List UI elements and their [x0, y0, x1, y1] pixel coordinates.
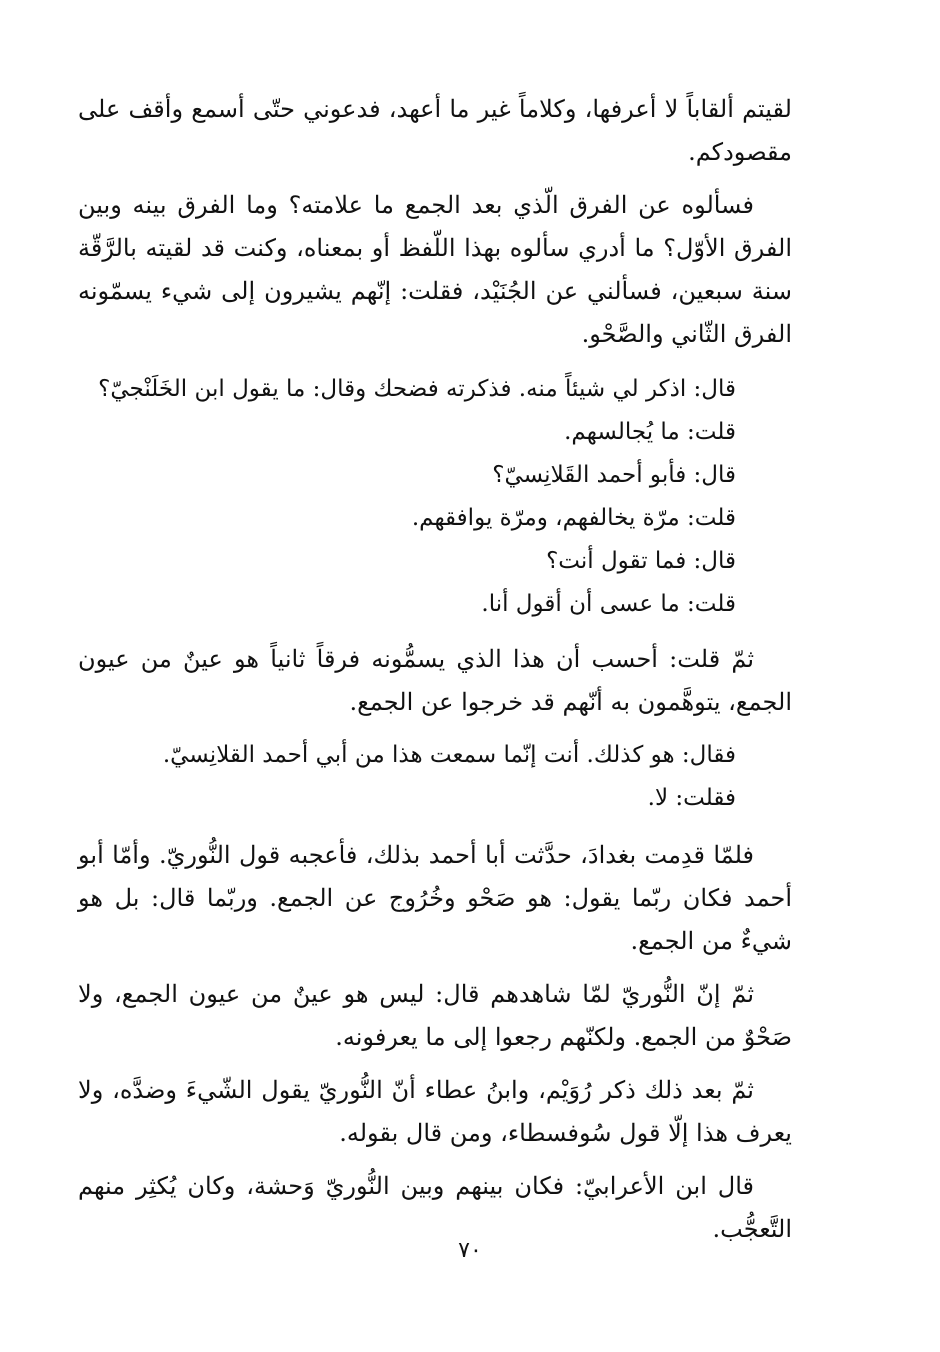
dialogue-line: قلت: ما يُجالسهم. [564, 419, 736, 445]
paragraph-5: ثمّ إنّ النُّوريّ لمّا شاهدهم قال: ليس هو عينٌ من عيون الجمع، ولا صَحْوٌ من الجمع. ولكنّهم رجعوا إلى ما يعرفونه. [78, 980, 792, 1051]
dialogue-block-2 [78, 734, 792, 820]
dialogue-line: قال: اذكر لي شيئاً منه. فذكرته فضحك وقال: ما يقول ابن الخَلَنْجيّ؟ [98, 376, 736, 402]
paragraph-3: ثمّ قلت: أحسب أن هذا الذي يسمُّونه فرقاً ثانياً هو عينٌ من عيون الجمع، يتوهَّمون به أنّهم قد خرجوا عن الجمع. [78, 645, 792, 716]
page-body [78, 88, 792, 1261]
dialogue-line: قال: فما تقول أنت؟ [546, 548, 736, 574]
page-number: ٧٠ [458, 1238, 482, 1263]
paragraph-4: فلمّا قدِمت بغدادَ، حدَّثت أبا أحمد بذلك، فأعجبه قول النُّوريّ. وأمّا أبو أحمد فكان ربّما يقول: هو صَحْو وخُرُوج عن الجمع. وربّما قال: بل هو شيءٌ من الجمع. [78, 841, 792, 955]
paragraph-1: لقيتم ألقاباً لا أعرفها، وكلاماً غير ما أعهد، فدعوني حتّى أسمع وأقف على مقصودكم. [78, 95, 792, 166]
dialogue-line: فقلت: لا. [647, 785, 736, 811]
dialogue-line: قلت: ما عسى أن أقول أنا. [481, 591, 736, 617]
paragraph-2: فسألوه عن الفرق الّذي بعد الجمع ما علامته؟ وما الفرق بينه وبين الفرق الأوّل؟ ما أدري سألوه بهذا اللّفظ أو بمعناه، وكنت قد لقيته بالرَّقّة سنة سبعين، فسألني عن الجُنَيْد، فقلت: إنّهم يشيرون إلى شيء يسمّونه الفرق الثّاني والصَّحْو. [78, 191, 792, 348]
dialogue-line: قال: فأبو أحمد القَلانِسيّ؟ [492, 462, 736, 488]
dialogue-line: فقال: هو كذلك. أنت إنّما سمعت هذا من أبي أحمد القلانِسيّ. [162, 742, 736, 768]
dialogue-line: قلت: مرّة يخالفهم، ومرّة يوافقهم. [411, 505, 736, 531]
dialogue-block-1 [78, 368, 792, 626]
paragraph-6: ثمّ بعد ذلك ذكر رُوَيْم، وابنُ عطاء أنّ النُّوريّ يقول الشّيءَ وضدَّه، ولا يعرف هذا إلّا قول سُوفسطاء، ومن قال بقوله. [78, 1076, 792, 1147]
paragraph-7: قال ابن الأعرابيّ: فكان بينهم وبين النُّوريّ وَحشة، وكان يُكثِر منهم التَّعجُّب. [78, 1172, 792, 1243]
